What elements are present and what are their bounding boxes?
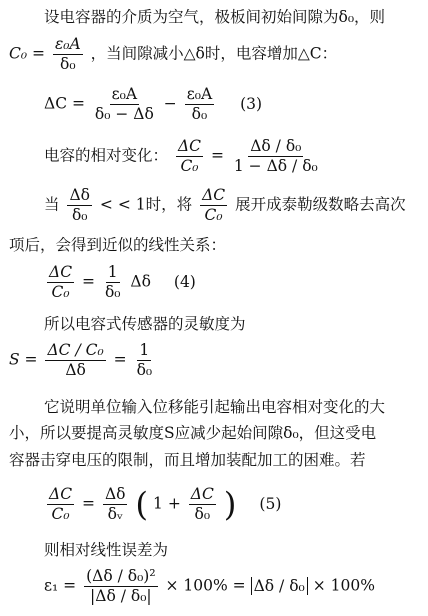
eq5-f3-denominator: δ₀ (194, 505, 211, 524)
eq3-f2-denominator: δ₀ (191, 105, 208, 124)
rel-fraction-1 (176, 138, 203, 175)
equation-3 (44, 86, 262, 123)
taylor-f2-denominator: C₀ (204, 206, 223, 225)
eq5-f2-numerator: Δδ (103, 486, 128, 505)
sens-f1-numerator: ΔC / C₀ (45, 342, 105, 361)
sensitivity-equation (9, 342, 157, 379)
lin-abs-value: Δδ / δ₀ (251, 577, 308, 595)
taylor-line-2: 项后，会得到近似的线性关系： (9, 236, 227, 254)
eq5-paren-close: ) (223, 485, 237, 524)
sens-f2-numerator: 1 (137, 342, 151, 361)
eq4-f1-denominator: C₀ (51, 283, 70, 302)
eq5-tag: (5) (259, 494, 282, 513)
lin-fraction (84, 568, 157, 605)
eq4-f2-numerator: 1 (106, 264, 120, 283)
lin-tail: × 100% (312, 576, 375, 595)
equation-4 (44, 264, 196, 301)
eq5-fraction-2 (103, 486, 128, 523)
taylor-line-1 (44, 187, 406, 224)
c0-fraction (53, 36, 83, 73)
explanation-line-1: 它说明单位输入位移能引起输出电容相对变化的大 (44, 398, 386, 416)
sens-fraction-1 (45, 342, 105, 379)
eq5-fraction-3 (189, 486, 216, 523)
rel-f1-denominator: C₀ (180, 157, 199, 176)
eq3-f1-denominator: δ₀ − Δδ (94, 105, 154, 124)
eq5-f1-numerator: ΔC (47, 486, 74, 505)
taylor-post: 展开成泰勒级数略去高次 (235, 195, 406, 214)
equation-5 (44, 486, 281, 523)
explanation-line-3: 容器击穿电压的限制，而且增加装配加工的困难。若 (9, 451, 366, 469)
eq4-fraction-1 (47, 264, 74, 301)
eq3-fraction-1 (93, 86, 156, 123)
rel-equals: = (210, 146, 224, 165)
taylor-fraction-1 (67, 187, 92, 224)
sens-f2-denominator: δ₀ (136, 361, 153, 380)
taylor-pre: 当 (44, 195, 60, 214)
eq3-f1-numerator: ε₀A (110, 86, 139, 105)
eq5-fraction-1 (47, 486, 74, 523)
taylor-f2-numerator: ΔC (200, 187, 227, 206)
intro-line-2-text: ，当间隙减小△δ时，电容增加△C： (90, 44, 338, 63)
linearity-label: 则相对线性误差为 (44, 541, 169, 559)
lin-numerator: (Δδ / δ₀)² (84, 568, 157, 587)
eq5-one-plus: 1 + (153, 494, 181, 513)
eq4-f1-numerator: ΔC (47, 264, 74, 283)
eq4-tag: (4) (173, 272, 196, 291)
eq4-tail: Δδ (130, 272, 151, 291)
rel-fraction-2 (232, 138, 320, 175)
linearity-lhs: ε₁ = (44, 576, 77, 595)
sens-fraction-2 (135, 342, 155, 379)
eq4-fraction-2 (103, 264, 123, 301)
rel-f1-numerator: ΔC (176, 138, 203, 157)
eq5-f3-numerator: ΔC (189, 486, 216, 505)
eq4-f2-denominator: δ₀ (104, 283, 121, 302)
sensitivity-lhs: S = (9, 350, 38, 369)
c0-fraction-denominator: δ₀ (60, 55, 76, 74)
taylor-f1-denominator: δ₀ (71, 206, 88, 225)
lin-mid: × 100% = (165, 576, 246, 595)
taylor-f1-numerator: Δδ (67, 187, 92, 206)
eq5-paren-open: ( (135, 485, 149, 524)
sens-equals: = (113, 350, 127, 369)
eq4-equals: = (82, 272, 95, 291)
relative-change-line (44, 138, 323, 175)
eq3-tag: (3) (240, 94, 263, 113)
sensitivity-label: 所以电容式传感器的灵敏度为 (44, 315, 246, 333)
initial-capacitance-line (9, 36, 337, 73)
eq5-equals: = (82, 494, 95, 513)
taylor-mid: < < 1时，将 (99, 195, 193, 214)
eq3-f2-numerator: ε₀A (185, 86, 214, 105)
sens-f1-denominator: Δδ (65, 361, 86, 380)
eq3-lhs: ΔC = (44, 94, 85, 113)
eq5-f1-denominator: C₀ (51, 505, 70, 524)
intro-line-1: 设电容器的介质为空气，极板间初始间隙为δ₀，则 (44, 8, 386, 26)
c0-fraction-numerator: ε₀A (53, 36, 83, 55)
taylor-fraction-2 (200, 187, 227, 224)
c0-lhs: C₀ = (9, 44, 45, 63)
lin-denominator: |Δδ / δ₀| (90, 587, 152, 606)
eq3-fraction-2 (185, 86, 214, 123)
linearity-equation (44, 568, 375, 605)
relative-change-label: 电容的相对变化： (44, 146, 169, 165)
rel-f2-denominator: 1 − Δδ / δ₀ (233, 157, 318, 176)
eq3-minus: − (163, 94, 177, 113)
eq5-f2-denominator: δᵥ (107, 505, 123, 524)
explanation-line-2: 小，所以要提高灵敏度S应减少起始间隙δ₀，但这受电 (9, 424, 377, 442)
rel-f2-numerator: Δδ / δ₀ (248, 138, 303, 157)
